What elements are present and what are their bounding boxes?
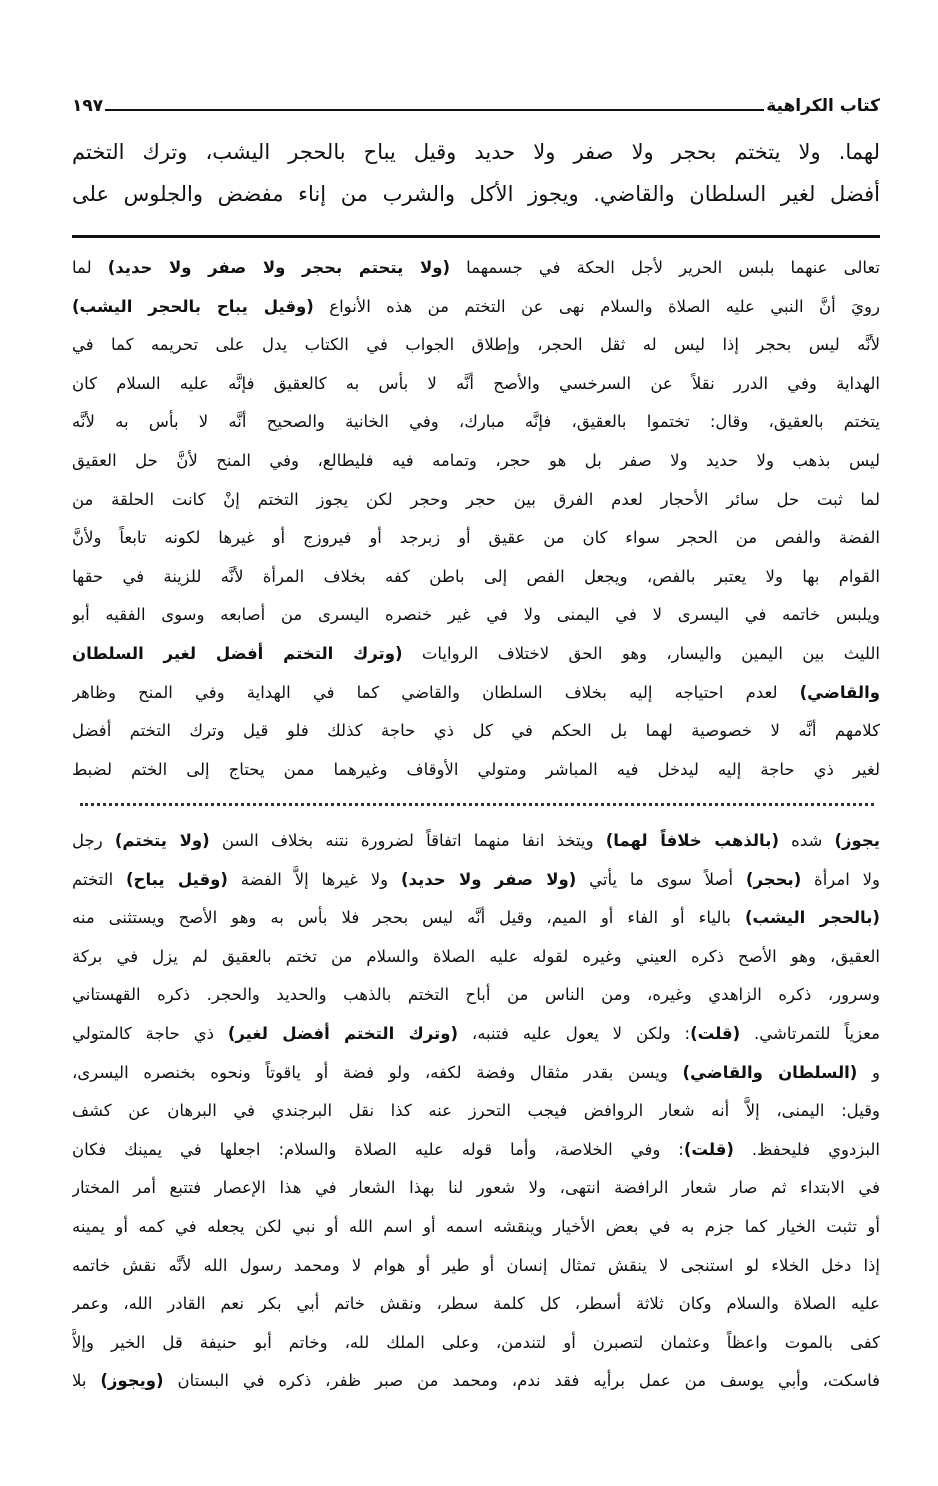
text-line: [72, 1015, 880, 1054]
text-line: [72, 326, 880, 365]
bold-quoted-text: (ولا صفر ولا حديد): [400, 869, 577, 889]
text-line: [72, 288, 880, 327]
text-line: [72, 481, 880, 520]
bold-quoted-text: (السلطان والقاضي): [682, 1062, 858, 1082]
text-line: [72, 712, 880, 751]
text-segment: ليس بذهب ولا حديد ولا صفر بل هو حجر، وتمامه فيه فليطالع، وفي المنح لأنَّ حل العقيق: [72, 450, 880, 470]
commentary-divider: [80, 803, 874, 806]
text-segment: إذا دخل الخلاء لو استنجى لا ينقش تمثال إنسان أو طير أو هوام لا ومحمد رسول الله لأنَّه نقش خاتمه: [72, 1255, 880, 1275]
text-line: [72, 1285, 880, 1324]
bold-quoted-text: (بالحجر اليشب): [744, 908, 880, 928]
text-segment: و: [857, 1062, 880, 1082]
bold-quoted-text: (ويجوز): [100, 1371, 164, 1391]
text-line: [72, 1092, 880, 1131]
text-line: [72, 403, 880, 442]
text-line: [72, 1169, 880, 1208]
text-segment: ويسن بقدر مثقال وفضة لكفه، ولو فضة أو ياقوتاً ونحوه بخنصره اليسرى،: [72, 1062, 683, 1082]
text-segment: شده: [778, 831, 835, 850]
text-segment: لهما. ولا يتختم بحجر ولا صفر ولا حديد وقيل يباح بالحجر اليشب، وترك التختم: [72, 140, 880, 164]
text-segment: البزدوي فليحفظ.: [733, 1139, 880, 1159]
text-segment: لأنَّه ليس بحجر إذا ليس له ثقل الحجر، وإطلاق الجواب في الكتاب يدل على تحريمه كما في: [72, 335, 880, 355]
text-line: [72, 751, 880, 790]
text-segment: أصلاً سوى ما يأتي: [576, 869, 746, 889]
text-segment: أو تثبت الخيار كما جزم به في بعض الأخيار وينقشه اسمه أو اسم الله أو نبي لكن يجعله في كمه أو يمينه: [72, 1216, 880, 1236]
text-segment: لما ثبت حل سائر الأحجار لعدم الفرق بين حجر وحجر لكن يجوز التختم إنْ كانت الحلقة من: [72, 489, 880, 509]
text-line: [72, 1131, 880, 1170]
text-line: [72, 558, 880, 597]
bold-quoted-text: يجوز): [834, 831, 880, 850]
chapter-title: كتاب الكراهية: [766, 96, 880, 116]
text-segment: لغير ذي حاجة إليه ليدخل فيه المباشر ومتولي الأوقاف وغيرهما ممن يحتاج إلى الختم لضبط: [72, 759, 880, 779]
text-segment: عليه الصلاة والسلام وكان ثلاثة أسطر، كل كلمة سطر، ونقش خاتم أبي بكر نعم القادر الله، وعمر: [72, 1294, 880, 1314]
text-segment: لما: [72, 258, 108, 277]
text-segment: القوام بها ولا يعتبر بالفص، ويجعل الفص إلى باطن كفه بخلاف المرأة لأنَّه للزينة في حقها: [72, 566, 880, 586]
text-line: [72, 1362, 880, 1401]
commentary-upper: [72, 249, 880, 789]
text-line: [72, 822, 880, 861]
text-segment: الليث بين اليمين واليسار، وهو الحق لاختلاف الروايات: [402, 643, 880, 663]
bold-quoted-text: (ولا يتختم): [114, 831, 210, 850]
bold-quoted-text: (وترك التختم أفضل لغير): [227, 1023, 459, 1043]
text-line: [72, 899, 880, 938]
text-segment: يتختم بالعقيق، وقال: تختموا بالعقيق، فإنَّه مبارك، وفي الخانية والصحيح أنَّه لا بأس به لأنَّه: [72, 412, 880, 432]
text-segment: لعدم احتياجه إليه بخلاف السلطان والقاضي كما في الهداية وفي المنح وظاهر: [72, 682, 800, 702]
bold-quoted-text: (قلت): [690, 1023, 741, 1043]
text-segment: كلامهم أنَّه لا خصوصية لهما بل الحكم في كل ذي حاجة كذلك فلو قيل وترك التختم أفضل: [72, 721, 880, 741]
text-line: [72, 442, 880, 481]
text-segment: رجل: [72, 831, 115, 850]
text-segment: بالياء أو الفاء أو الميم، وقيل أنَّه ليس بحجر فلا بأس به وهو الأصح ويستثنى منه: [72, 908, 745, 928]
text-segment: وقيل: اليمنى، إلاَّ أنه شعار الروافض فيجب التحرز عنه كذا نقل البرجندي في البرهان عن كشف: [72, 1101, 880, 1121]
text-segment: : وفي الخلاصة، وأما قوله عليه الصلاة والسلام: اجعلها في يمينك فكان: [72, 1139, 684, 1159]
text-segment: العقيق، وهو الأصح ذكره العيني وغيره لقوله عليه الصلاة والسلام من تختم بالعقيق لم يزل في بركة: [72, 946, 880, 966]
main-text-divider: [72, 235, 880, 238]
text-segment: : ولكن لا يعول عليه فتنبه،: [458, 1023, 691, 1043]
text-line: [72, 1054, 880, 1093]
text-segment: في الابتداء ثم صار شعار الرافضة انتهى، ولا شعور لنا بهذا الشعار في هذا الإعصار فتتبع أمر المختار: [72, 1178, 880, 1198]
text-segment: ذي حاجة كالمتولي: [72, 1023, 228, 1043]
running-header: [72, 86, 880, 116]
bold-quoted-text: (ولا يتحتم بحجر ولا صفر ولا حديد): [107, 258, 451, 277]
text-segment: بلا: [72, 1371, 101, 1391]
text-segment: تعالى عنهما بلبس الحرير لأجل الحكة في جسمهما: [450, 258, 880, 277]
text-line: [72, 861, 880, 900]
text-line: [72, 976, 880, 1015]
text-segment: أفضل لغير السلطان والقاضي. ويجوز الأكل والشرب من إناء مفضض والجلوس على: [72, 182, 880, 206]
text-segment: الفضة والفص من الحجر سواء كان من عقيق أو زبرجد أو فيروزج أو غيرها لكونه تابعاً ولأنَّ: [72, 528, 880, 548]
text-segment: معزياً للتمرتاشي.: [740, 1023, 880, 1043]
text-segment: فاسكت، وأبي يوسف من عمل برأيه فقد ندم، ومحمد من صبر ظفر، ذكره في البستان: [163, 1371, 880, 1391]
text-segment: رويَ أنَّ النبي عليه الصلاة والسلام نهى عن التختم من هذه الأنواع: [313, 296, 880, 316]
text-line: [72, 674, 880, 713]
text-segment: ولا امرأة: [801, 869, 880, 889]
text-line: [72, 173, 880, 215]
text-line: [72, 131, 880, 173]
bold-quoted-text: (بحجر): [745, 869, 802, 889]
bold-quoted-text: (وقيل يباح بالحجر اليشب): [72, 296, 314, 316]
bold-quoted-text: والقاضي): [799, 682, 880, 702]
text-line: [72, 938, 880, 977]
text-line: [72, 1247, 880, 1286]
bold-quoted-text: (وقيل يباح): [126, 869, 228, 889]
text-line: [72, 1208, 880, 1247]
text-line: [72, 1324, 880, 1363]
header-rule: [105, 109, 764, 111]
text-line: [72, 249, 880, 288]
bold-quoted-text: (قلت): [683, 1139, 734, 1159]
text-line: [72, 635, 880, 674]
text-line: [72, 365, 880, 404]
text-segment: كفى بالموت واعظاً وعثمان لتصبرن أو لتندمن، وعلى الملك لله، وخاتم أبو حنيفة قل الخير وإلاَّ: [72, 1332, 880, 1352]
bold-quoted-text: (وترك التختم أفضل لغير السلطان: [72, 643, 403, 663]
main-text: [72, 131, 880, 215]
text-segment: ولا غيرها إلاَّ الفضة: [227, 869, 401, 889]
page-number: ١٩٧: [72, 96, 104, 116]
text-line: [72, 519, 880, 558]
text-segment: ويتخذ انفا منهما اتفاقاً لضرورة نتنه بخلاف السن: [209, 831, 606, 850]
commentary-lower: [72, 822, 880, 1401]
text-segment: وسرور، ذكره الزاهدي وغيره، ومن الناس من أباح التختم بالذهب والحديد والحجر. ذكره القهستاني: [72, 985, 880, 1005]
text-line: [72, 596, 880, 635]
text-segment: الهداية وفي الدرر نقلاً عن السرخسي والأصح أنَّه لا بأس به كالعقيق فإنَّه عليه السلام كان: [72, 373, 880, 393]
bold-quoted-text: (بالذهب خلافاً لهما): [605, 831, 779, 850]
text-segment: التختم: [72, 869, 127, 889]
text-segment: ويلبس خاتمه في اليسرى لا في اليمنى ولا في غير خنصره اليسرى من أصابعه وسوى الفقيه أبو: [72, 605, 880, 625]
